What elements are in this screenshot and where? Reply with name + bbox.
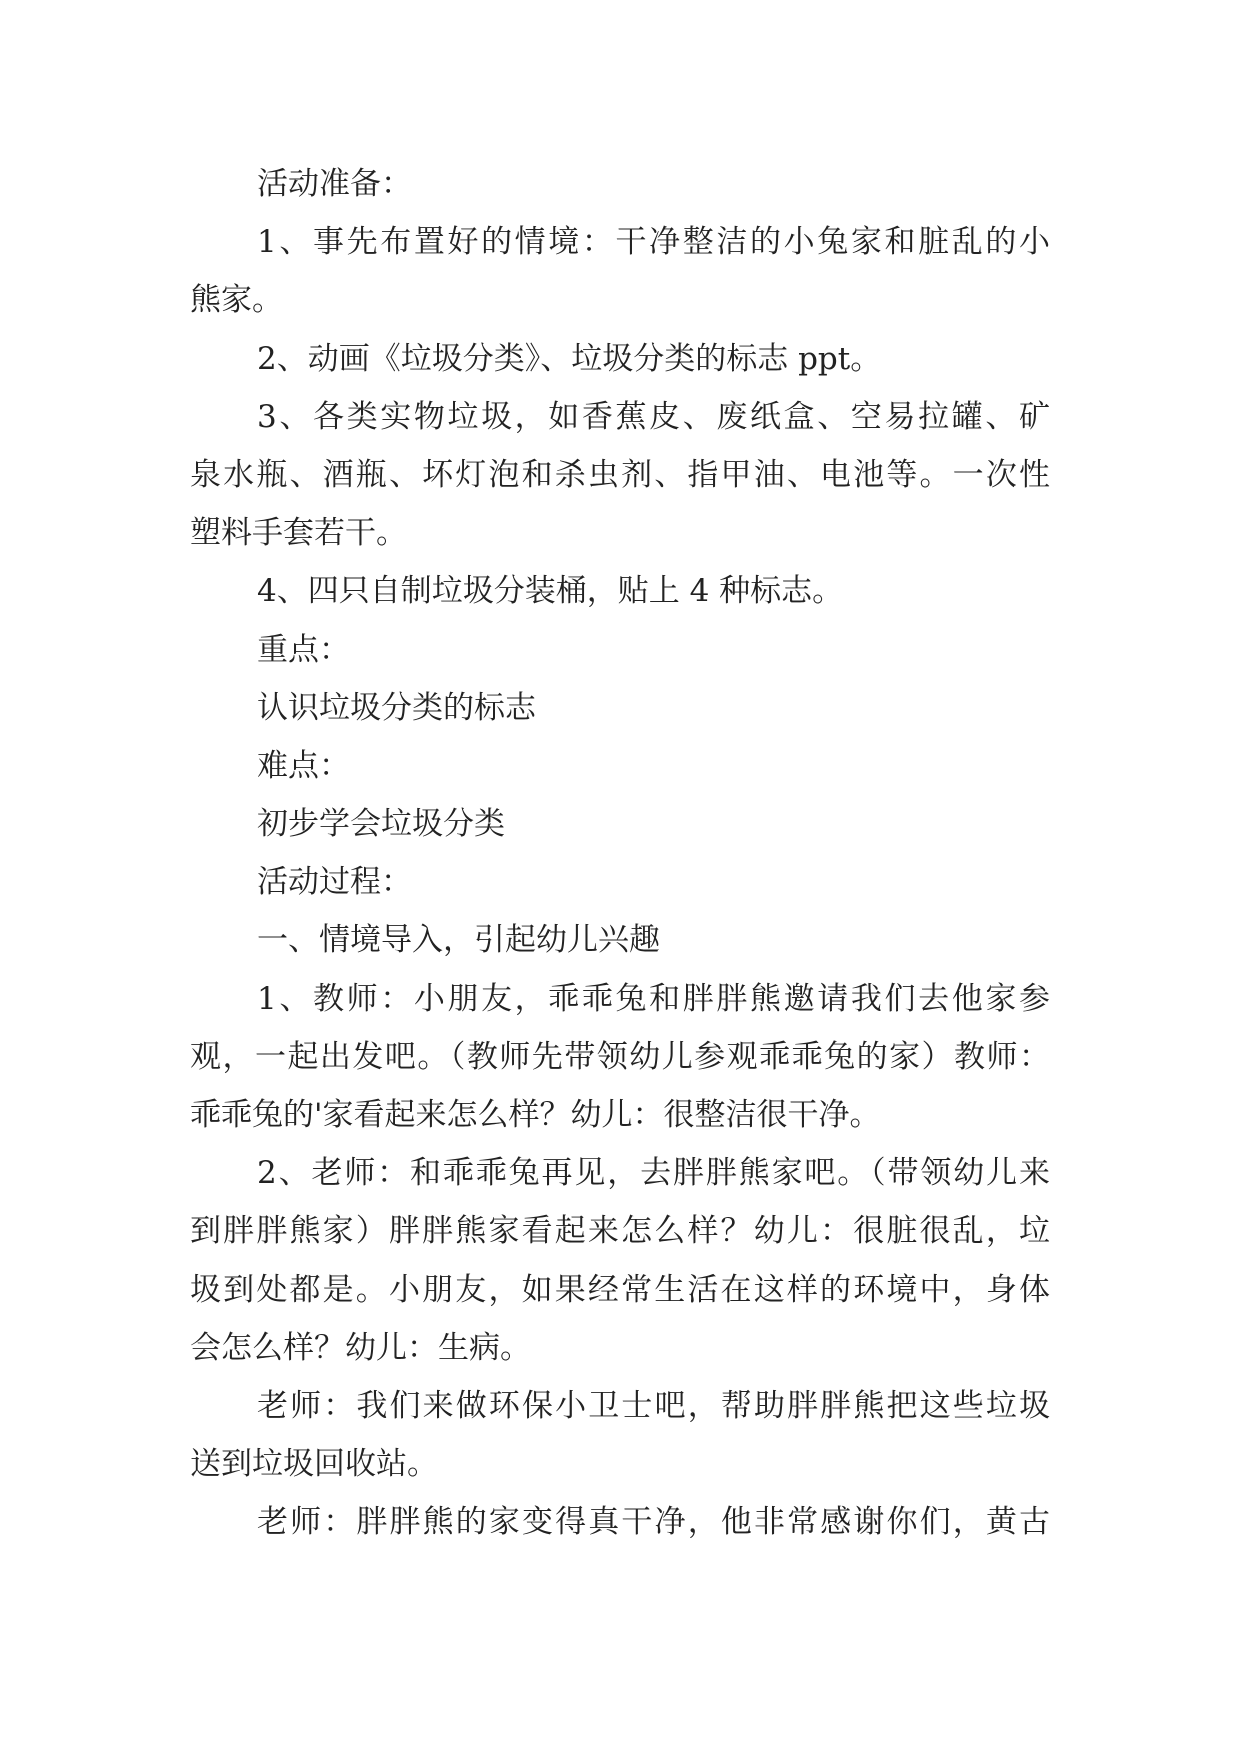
paragraph-line: 乖乖兔的'家看起来怎么样？幼儿：很整洁很干净。 bbox=[190, 1097, 881, 1133]
section-heading bbox=[190, 621, 1050, 679]
document-body bbox=[190, 155, 1050, 1552]
section-heading bbox=[190, 853, 1050, 911]
paragraph-line: 4、四只自制垃圾分装桶，贴上 4 种标志。 bbox=[257, 573, 844, 610]
paragraph-line: 一、情境导入，引起幼儿兴趣 bbox=[257, 922, 660, 959]
paragraph bbox=[190, 1493, 1050, 1551]
paragraph-line: 1、事先布置好的情境：干净整洁的小兔家和脏乱的小 bbox=[257, 224, 1050, 261]
paragraph-line: 送到垃圾回收站。 bbox=[190, 1446, 438, 1483]
paragraph-line: 1、教师：小朋友，乖乖兔和胖胖熊邀请我们去他家参 bbox=[257, 980, 1050, 1017]
paragraph-line: 2、老师：和乖乖兔再见，去胖胖熊家吧。（带领幼儿来 bbox=[257, 1155, 1050, 1192]
paragraph bbox=[190, 1144, 1050, 1377]
paragraph-line: 3、各类实物垃圾，如香蕉皮、废纸盒、空易拉罐、矿 bbox=[257, 398, 1050, 435]
paragraph bbox=[190, 970, 1050, 1145]
paragraph-line: 塑料手套若干。 bbox=[190, 515, 407, 552]
section-heading bbox=[190, 737, 1050, 795]
paragraph-line: 老师：我们来做环保小卫士吧，帮助胖胖熊把这些垃圾 bbox=[257, 1387, 1050, 1424]
section-heading bbox=[190, 155, 1050, 213]
paragraph bbox=[190, 562, 1050, 620]
paragraph-line: 活动过程： bbox=[257, 864, 412, 901]
paragraph-line: 熊家。 bbox=[190, 282, 283, 319]
paragraph bbox=[190, 330, 1050, 388]
paragraph-line: 圾到处都是。小朋友，如果经常生活在这样的环境中，身体 bbox=[190, 1271, 1050, 1308]
paragraph bbox=[190, 213, 1050, 329]
paragraph bbox=[190, 1377, 1050, 1493]
paragraph-line: 活动准备： bbox=[257, 166, 412, 202]
paragraph-line: 到胖胖熊家）胖胖熊家看起来怎么样？幼儿：很脏很乱，垃 bbox=[190, 1213, 1050, 1250]
paragraph-line: 初步学会垃圾分类 bbox=[257, 806, 505, 843]
paragraph-line: 观，一起出发吧。（教师先带领幼儿参观乖乖兔的家）教师： bbox=[190, 1038, 1050, 1075]
paragraph bbox=[190, 388, 1050, 563]
paragraph-line: 泉水瓶、酒瓶、坏灯泡和杀虫剂、指甲油、电池等。一次性 bbox=[190, 456, 1050, 493]
paragraph bbox=[190, 795, 1050, 853]
paragraph bbox=[190, 679, 1050, 737]
paragraph-line: 2、动画《垃圾分类》、垃圾分类的标志 ppt。 bbox=[257, 340, 882, 377]
section-heading bbox=[190, 911, 1050, 969]
paragraph-line: 难点： bbox=[257, 747, 350, 784]
paragraph-line: 会怎么样？幼儿：生病。 bbox=[190, 1329, 531, 1366]
paragraph-line: 老师：胖胖熊的家变得真干净，他非常感谢你们，黄古 bbox=[257, 1504, 1050, 1541]
paragraph-line: 重点： bbox=[257, 631, 350, 668]
paragraph-line: 认识垃圾分类的标志 bbox=[257, 689, 536, 726]
